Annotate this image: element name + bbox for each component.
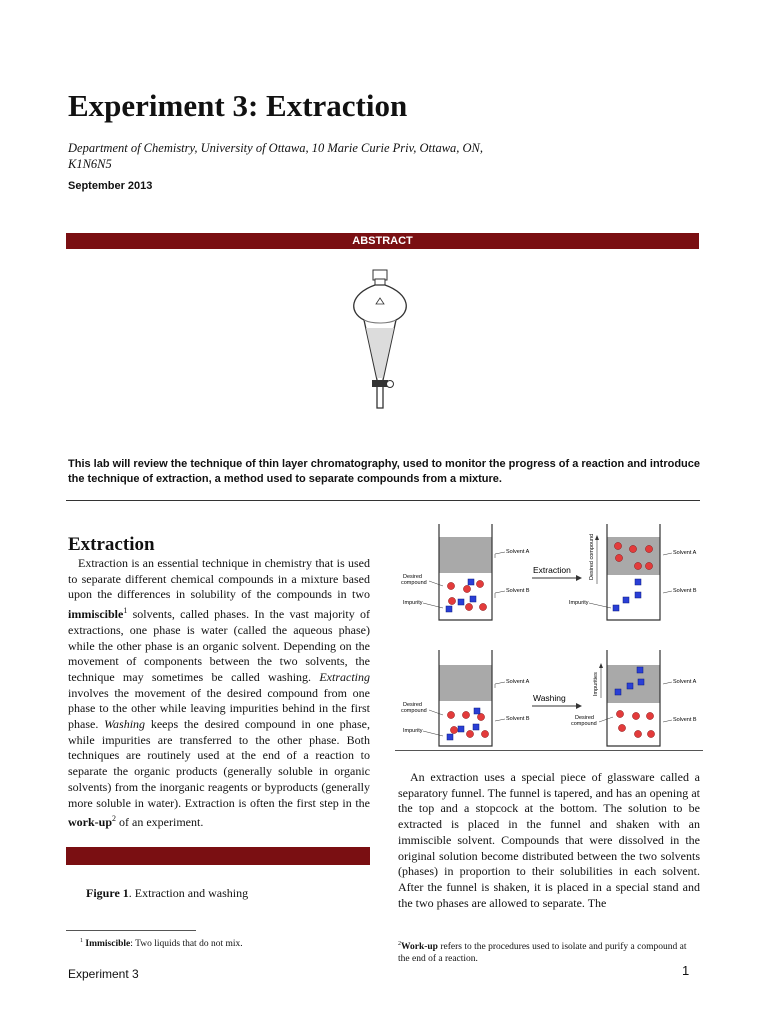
- label-solvent-b-3: Solvent B: [506, 716, 530, 722]
- term-workup: work-up: [68, 815, 113, 830]
- label-impurity: Impurity: [403, 600, 423, 606]
- label-impurity-3: Impurity: [403, 728, 423, 734]
- footnote-2-term: Work-up: [401, 942, 438, 953]
- page-number: 1: [682, 963, 690, 978]
- term-extracting: Extracting: [319, 669, 370, 684]
- beaker-after-washing: [607, 650, 660, 746]
- date: September 2013: [68, 180, 153, 192]
- label-desired-compound-3b: compound: [401, 708, 427, 714]
- para-text: solvents, called phases. In the vast majority of extractions, one phase is water (called the aqueous phase) while the other phase is an organic solvent. Depending on the movement of components between the two solvents, the technique may sometimes be called washing.: [68, 607, 370, 684]
- separatory-funnel-image: [330, 268, 430, 428]
- label-solvent-b-4: Solvent B: [673, 717, 697, 723]
- footnote-2-num: 2: [398, 941, 401, 947]
- label-washing: Washing: [533, 693, 566, 703]
- label-solvent-b-2: Solvent B: [673, 588, 697, 594]
- label-solvent-a-4: Solvent A: [673, 679, 697, 685]
- label-solvent-b: Solvent B: [506, 588, 530, 594]
- diagram-divider: [395, 750, 703, 751]
- footnote-rule: [66, 930, 196, 931]
- figure-label: Figure 1: [86, 886, 129, 900]
- label-impurity-2: Impurity: [569, 600, 589, 606]
- term-washing: Washing: [104, 717, 146, 732]
- section-title: Extraction: [68, 534, 155, 555]
- beaker-after-extraction: [607, 524, 660, 620]
- footnote-1: [80, 938, 243, 949]
- label-desired-compound: Desired: [403, 574, 422, 580]
- divider: [66, 500, 700, 501]
- figure-caption: [86, 886, 248, 901]
- right-column-text: [398, 770, 700, 911]
- beaker-before-extraction: [439, 524, 492, 620]
- label-desired-compound-3: Desired: [403, 702, 422, 708]
- para-text: of an experiment.: [116, 815, 204, 830]
- label-solvent-a-3: Solvent A: [506, 679, 530, 685]
- label-desired-compound-4b: compound: [571, 721, 597, 727]
- label-impurities-vertical: Impurities: [593, 672, 599, 696]
- para-text: involves the movement of the desired compound from one phase to the other while leaving impurities behind in the first phase.: [68, 685, 370, 732]
- beaker-before-washing: [439, 650, 492, 746]
- figure-band: [66, 847, 370, 865]
- label-solvent-a-2: Solvent A: [673, 550, 697, 556]
- right-paragraph: An extraction uses a special piece of glassware called a separatory funnel. The funnel is tapered, and has an opening at the top and a stopcock at the bottom. The solution to be extracted is placed in the funnel and shaken with an immiscible solvent. Compounds that were dissolved in the original solution become distributed between the two solvents (phases) in proportion to their solubilities in each solvent. After the funnel is shaken, it is placed in a special stand and the two phases are allowed to separate. The: [398, 770, 700, 910]
- page-footer: Experiment 3: [68, 967, 139, 981]
- para-text: keeps the desired compound in one phase, while impurities are transferred to the other phase. Both techniques are routinely used at the end of a reaction to separate the organic products (generally soluble in organic solvents) from the inorganic reagents or byproducts (generally more soluble in water). Extraction is often the first step in the: [68, 717, 370, 810]
- footnote-ref-1[interactable]: 1: [123, 606, 128, 616]
- label-desired-compound-vertical: Desired compound: [589, 533, 595, 580]
- label-desired-compound-2: compound: [401, 580, 427, 586]
- label-solvent-a: Solvent A: [506, 549, 530, 555]
- footnote-1-num: 1: [80, 938, 83, 944]
- extraction-washing-diagram: [395, 520, 705, 750]
- footnote-ref-2[interactable]: 2: [112, 814, 117, 824]
- figure-caption-text: . Extraction and washing: [128, 886, 249, 900]
- page-title: Experiment 3: Extraction: [68, 88, 408, 123]
- footnote-1-term: Immiscible: [85, 939, 131, 950]
- footnote-2-text: refers to the procedures used to isolate and purify a compound at the end of a reaction.: [398, 942, 687, 965]
- para-text: Extraction is an essential technique in chemistry that is used to separate different chemical compounds in a mixture based upon the differences in solubility of the compounds in two: [68, 556, 370, 602]
- abstract-text: This lab will review the technique of thin layer chromatography, used to monitor the progress of a reaction and introduce the technique of extraction, a method used to separate compounds from a mixture.: [68, 458, 700, 485]
- footnote-2: [398, 938, 700, 965]
- term-immiscible: immiscible: [68, 607, 124, 622]
- label-extraction: Extraction: [533, 565, 571, 575]
- affiliation: Department of Chemistry, University of Ottawa, 10 Marie Curie Priv, Ottawa, ON, K1N6N5: [68, 141, 484, 171]
- left-column-text: [68, 556, 370, 831]
- label-desired-compound-4: Desired: [575, 715, 594, 721]
- footnote-1-text: : Two liquids that do not mix.: [130, 939, 243, 950]
- abstract-heading: ABSTRACT: [66, 233, 699, 249]
